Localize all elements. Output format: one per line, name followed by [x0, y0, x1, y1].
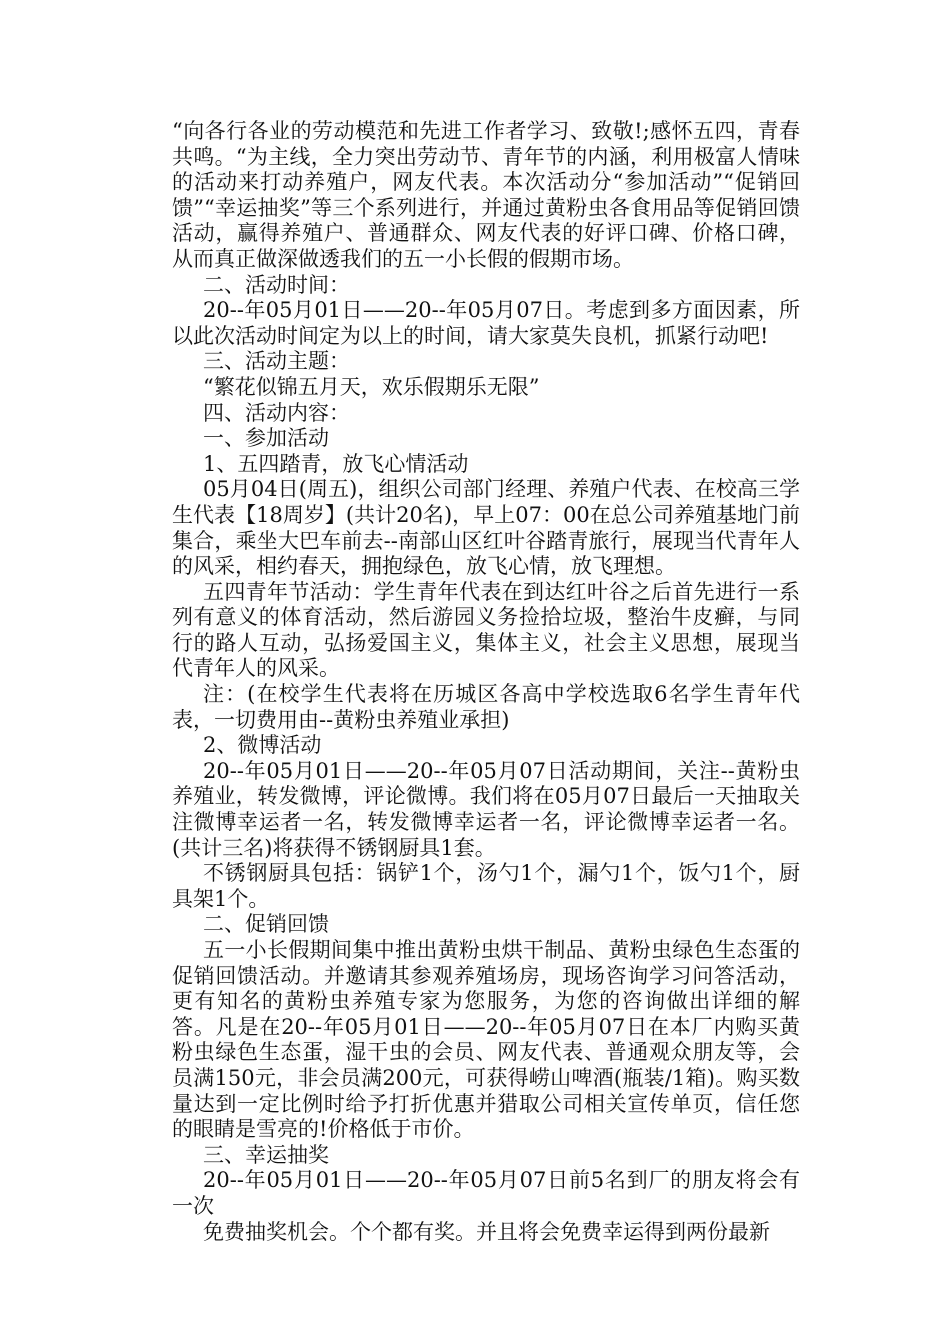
section-heading-time: 二、活动时间： [203, 272, 350, 297]
note-paragraph: 注：(在校学生代表将在历城区各高中学校选取6名学生青年代表，一切费用由--黄粉虫养殖业承担) [172, 682, 800, 732]
activity-theme-quote: “繁花似锦五月天，欢乐假期乐无限” [203, 374, 540, 399]
item-heading-may-fourth-outing: 1、五四踏青，放飞心情活动 [203, 451, 469, 476]
may-fourth-outing-paragraph: 05月04日(周五)，组织公司部门经理、养殖户代表、在校高三学生代表【18周岁】(共计20名)，早上07：00在总公司养殖基地门前集合，乘坐大巴车前去--南部山区红叶谷踏青旅行，展现当代青年人的风采，相约春天，拥抱绿色，放飞心情，放飞理想。 [172, 477, 800, 579]
youth-day-activity-paragraph: 五四青年节活动：学生青年代表在到达红叶谷之后首先进行一系列有意义的体育活动，然后游园义务捡拾垃圾，整治牛皮癣，与同行的路人互动，弘扬爱国主义，集体主义，社会主义思想，展现当代青年人的风采。 [172, 579, 800, 681]
weibo-activity-paragraph: 20--年05月01日——20--年05月07日活动期间，关注--黄粉虫养殖业，转发微博，评论微博。我们将在05月07日最后一天抽取关注微博幸运者一名，转发微博幸运者一名，评论微博幸运者一名。(共计三名)将获得不锈钢厨具1套。 [172, 758, 800, 860]
intro-paragraph: “向各行各业的劳动模范和先进工作者学习、致敬!;感怀五四，青春共鸣。“为主线，全力突出劳动节、青年节的内涵，利用极富人情味的活动来打动养殖户，网友代表。本次活动分“参加活动”“促销回馈”“幸运抽奖”等三个系列进行，并通过黄粉虫各食用品等促销回馈活动，赢得养殖户、普通群众、网友代表的好评口碑、价格口碑，从而真正做深做透我们的五一小长假的假期市场。 [172, 119, 800, 271]
section-heading-content: 四、活动内容： [203, 400, 350, 425]
free-draw-paragraph: 免费抽奖机会。个个都有奖。并且将会免费幸运得到两份最新 [203, 1219, 770, 1244]
activity-time-paragraph: 20--年05月01日——20--年05月07日。考虑到多方面因素，所以此次活动时间定为以上的时间，请大家莫失良机，抓紧行动吧! [172, 298, 800, 348]
subheading-participate: 一、参加活动 [203, 426, 329, 451]
cookware-list-paragraph: 不锈钢厨具包括：锅铲1个，汤勺1个，漏勺1个，饭勺1个，厨具架1个。 [172, 861, 800, 911]
section-heading-theme: 三、活动主题： [203, 349, 350, 374]
document-body [172, 119, 800, 1245]
subheading-promotion: 二、促销回馈 [203, 912, 329, 937]
subheading-lucky-draw: 三、幸运抽奖 [203, 1142, 329, 1167]
promotion-paragraph: 五一小长假期间集中推出黄粉虫烘干制品、黄粉虫绿色生态蛋的促销回馈活动。并邀请其参观养殖场房，现场咨询学习问答活动，更有知名的黄粉虫养殖专家为您服务，为您的咨询做出详细的解答。凡是在20--年05月01日——20--年05月07日在本厂内购买黄粉虫绿色生态蛋，湿干虫的会员、网友代表、普通观众朋友等，会员满150元，非会员满200元，可获得崂山啤酒(瓶装/1箱)。购买数量达到一定比例时给予打折优惠并猎取公司相关宣传单页，信任您的眼睛是雪亮的!价格低于市价。 [172, 938, 800, 1142]
lucky-draw-paragraph: 20--年05月01日——20--年05月07日前5名到厂的朋友将会有一次 [172, 1168, 800, 1218]
item-heading-weibo: 2、微博活动 [203, 733, 322, 758]
